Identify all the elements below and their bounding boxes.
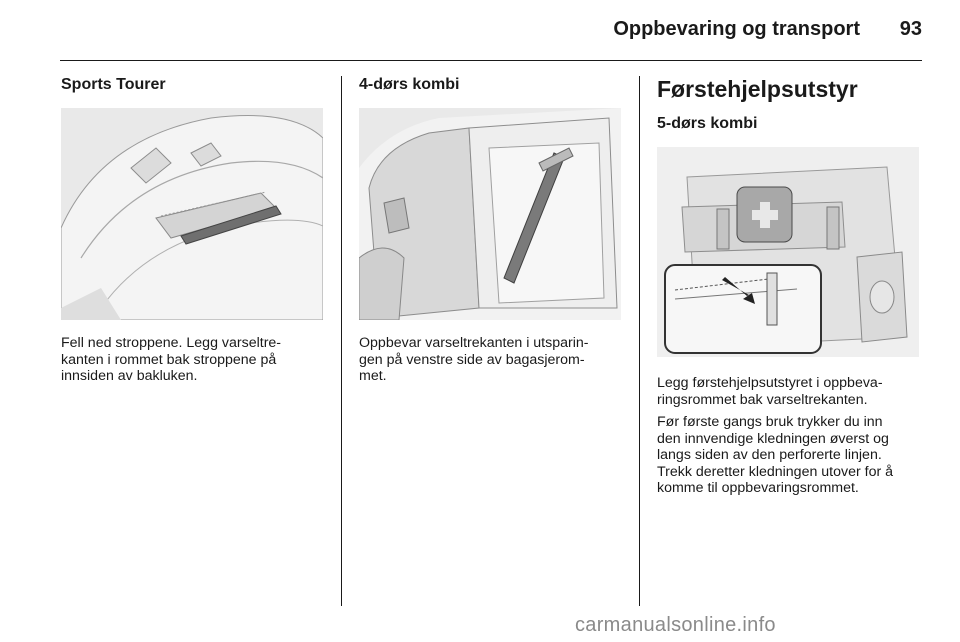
section-title: Førstehjelpsutstyr <box>657 76 858 102</box>
instruction-text <box>359 335 627 385</box>
header-title: Oppbevaring og transport <box>613 18 860 40</box>
paragraph: Fell ned stroppene. Legg varseltre- kanten i rommet bak stroppene på innsiden av bakluken. <box>61 335 282 384</box>
column-first-aid <box>657 76 925 503</box>
section-title: Sports Tourer <box>61 76 166 93</box>
watermark: carmanualsonline.info <box>575 614 776 636</box>
section-title: 4-dørs kombi <box>359 76 460 93</box>
column-sports-tourer <box>61 76 329 391</box>
figure-first-aid-kit-storage <box>657 147 919 357</box>
paragraph: Legg førstehjelpsutstyret i oppbeva- ringsrommet bak varseltrekanten. <box>657 375 883 408</box>
figure-sports-tourer-tailgate <box>61 108 323 320</box>
column-divider <box>341 76 342 606</box>
page-number: 93 <box>899 18 922 40</box>
column-4-door-estate <box>359 76 627 391</box>
paragraph: Oppbevar varseltrekanten i utsparin- gen på venstre side av bagasjerom- met. <box>359 335 589 384</box>
column-divider <box>639 76 640 606</box>
instruction-text <box>61 335 329 385</box>
paragraph: Før første gangs bruk trykker du inn den innvendige kledningen øverst og langs siden av den perforerte linjen. Trekk deretter kledningen utover for å komme til oppbevaringsrommet. <box>657 414 894 496</box>
header-rule <box>60 60 922 61</box>
instruction-text <box>657 375 925 497</box>
figure-warning-triangle-storage <box>359 108 621 320</box>
section-subtitle: 5-dørs kombi <box>657 115 758 132</box>
